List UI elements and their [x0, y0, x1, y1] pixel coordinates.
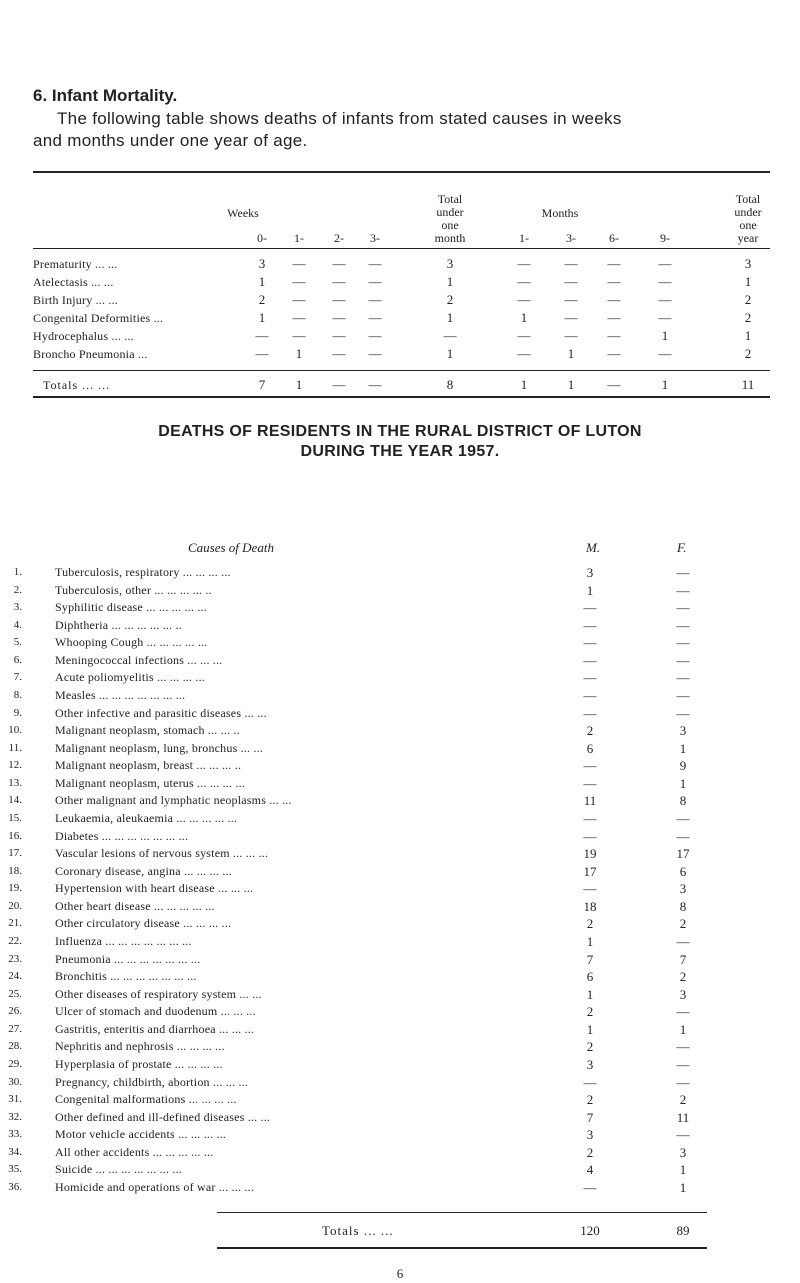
cause-m-value: 2 — [586, 1145, 594, 1160]
cause-f-value: — — [676, 1004, 690, 1019]
cause-name: Influenza ... ... ... ... ... ... ... — [55, 934, 192, 948]
cause-m-value: 1 — [586, 583, 594, 598]
table-cell: — — [368, 292, 382, 307]
cause-number: 11. — [8, 742, 22, 754]
cause-name: Tuberculosis, other ... ... ... ... .. — [55, 583, 212, 597]
intro-line-2: and months under one year of age. — [33, 131, 308, 150]
cause-m-value: 1 — [586, 987, 594, 1002]
cause-name: Homicide and operations of war ... ... ... — [55, 1180, 255, 1194]
f-header: F. — [677, 540, 687, 555]
deaths-title-line-1: DEATHS OF RESIDENTS IN THE RURAL DISTRICT OF LUTON — [158, 423, 642, 440]
cause-m-value: — — [583, 670, 597, 685]
months-group-header: Months — [541, 206, 579, 220]
table-cell: — — [332, 274, 346, 289]
table-cell: — — [332, 328, 346, 343]
table-cell: — — [564, 292, 578, 307]
cause-name: Other defined and ill-defined diseases ... ... — [55, 1110, 271, 1124]
section-heading: 6. Infant Mortality. — [33, 86, 178, 105]
cause-number: 19. — [8, 882, 22, 894]
totals-cell: 1 — [295, 377, 303, 392]
deaths-totals-rule-bottom — [217, 1247, 707, 1249]
cause-m-value: 2 — [586, 1039, 594, 1054]
cause-number: 12. — [8, 759, 22, 771]
column-header: 2- — [334, 231, 344, 245]
table-cell: 1 — [744, 328, 752, 343]
table-cell: — — [332, 256, 346, 271]
table-cell: — — [368, 256, 382, 271]
table-cell: 1 — [661, 328, 669, 343]
cause-m-value: 7 — [586, 1110, 594, 1125]
cause-m-value: — — [583, 688, 597, 703]
table-cell: 2 — [258, 292, 266, 307]
column-header: 0- — [257, 231, 267, 245]
cause-number: 1. — [13, 566, 22, 578]
cause-f-value: — — [676, 1057, 690, 1072]
cause-name: Measles ... ... ... ... ... ... ... — [55, 688, 186, 702]
totals-label: Totals ... ... — [43, 378, 111, 392]
cause-f-value: 1 — [679, 776, 687, 791]
cause-name: Acute poliomyelitis ... ... ... ... — [55, 670, 205, 684]
cause-number: 31. — [8, 1093, 22, 1105]
cause-name: Gastritis, enteritis and diarrhoea ... ... ... — [55, 1022, 255, 1036]
cause-f-value: 3 — [679, 1145, 687, 1160]
cause-f-value: 2 — [679, 969, 687, 984]
cause-number: 18. — [8, 865, 22, 877]
cause-f-value: — — [676, 653, 690, 668]
cause-f-value: 8 — [679, 793, 687, 808]
row-label: Hydrocephalus ... ... — [33, 329, 134, 343]
deaths-totals-m: 120 — [580, 1223, 600, 1238]
cause-number: 34. — [8, 1146, 22, 1158]
cause-m-value: 2 — [586, 1092, 594, 1107]
m-header: M. — [586, 540, 601, 555]
row-label: Prematurity ... ... — [33, 257, 118, 271]
cause-name: Malignant neoplasm, lung, bronchus ... ... — [55, 741, 264, 755]
cause-name: Diabetes ... ... ... ... ... ... ... — [55, 829, 189, 843]
cause-number: 17. — [8, 847, 22, 859]
table-cell: — — [292, 292, 306, 307]
table-cell: — — [564, 328, 578, 343]
cause-m-value: 7 — [586, 952, 594, 967]
cause-m-value: — — [583, 758, 597, 773]
cause-f-value: — — [676, 706, 690, 721]
deaths-totals-f: 89 — [676, 1223, 690, 1238]
row-label: Atelectasis ... ... — [33, 275, 114, 289]
intro-line-1: The following table shows deaths of infants from stated causes in weeks — [57, 109, 622, 128]
table-cell: 1 — [520, 310, 528, 325]
cause-name: Malignant neoplasm, stomach ... ... .. — [55, 723, 240, 737]
table-cell: — — [658, 310, 672, 325]
cause-number: 8. — [13, 689, 22, 701]
table-cell: 2 — [744, 292, 752, 307]
table-cell: — — [658, 256, 672, 271]
cause-number: 5. — [13, 636, 22, 648]
cause-number: 32. — [8, 1111, 22, 1123]
cause-name: Syphilitic disease ... ... ... ... ... — [55, 600, 207, 614]
table-cell: — — [658, 274, 672, 289]
table-cell: — — [607, 328, 621, 343]
totals-cell: 1 — [567, 377, 575, 392]
totals-cell: — — [332, 377, 346, 392]
table-cell: — — [517, 292, 531, 307]
column-header: 6- — [609, 231, 619, 245]
table-cell: 2 — [744, 310, 752, 325]
cause-m-value: — — [583, 706, 597, 721]
header-rule — [33, 248, 770, 249]
totals-cell: — — [607, 377, 621, 392]
cause-m-value: 18 — [583, 899, 597, 914]
table-cell: — — [368, 346, 382, 361]
cause-f-value: 1 — [679, 1022, 687, 1037]
table-cell: 1 — [446, 310, 454, 325]
row-label: Birth Injury ... ... — [33, 293, 118, 307]
cause-m-value: 1 — [586, 934, 594, 949]
cause-f-value: — — [676, 829, 690, 844]
cause-f-value: — — [676, 600, 690, 615]
table-cell: 3 — [446, 256, 454, 271]
cause-number: 24. — [8, 970, 22, 982]
cause-number: 33. — [8, 1128, 22, 1140]
cause-name: Whooping Cough ... ... ... ... ... — [55, 635, 208, 649]
cause-number: 28. — [8, 1040, 22, 1052]
cause-m-value: 1 — [586, 1022, 594, 1037]
cause-number: 15. — [8, 812, 22, 824]
cause-number: 10. — [8, 724, 22, 736]
table-cell: — — [607, 346, 621, 361]
cause-m-value: — — [583, 618, 597, 633]
cause-f-value: 8 — [679, 899, 687, 914]
table-top-rule — [33, 171, 770, 173]
cause-m-value: 17 — [583, 864, 597, 879]
row-label: Broncho Pneumonia ... — [33, 347, 148, 361]
page-number: 6 — [396, 1266, 404, 1281]
cause-f-value: — — [676, 934, 690, 949]
table-cell: 2 — [446, 292, 454, 307]
cause-name: Ulcer of stomach and duodenum ... ... ... — [55, 1004, 256, 1018]
cause-f-value: — — [676, 583, 690, 598]
deaths-totals-rule-top — [217, 1212, 707, 1213]
column-header: 1- — [294, 231, 304, 245]
table-cell: — — [255, 328, 269, 343]
totals-cell: — — [368, 377, 382, 392]
cause-name: Motor vehicle accidents ... ... ... ... — [55, 1127, 227, 1141]
table-cell: — — [292, 256, 306, 271]
cause-number: 36. — [8, 1181, 22, 1193]
cause-f-value: 1 — [679, 741, 687, 756]
table-cell: — — [292, 328, 306, 343]
cause-number: 22. — [8, 935, 22, 947]
cause-m-value: 3 — [586, 1127, 594, 1142]
cause-number: 16. — [8, 830, 22, 842]
table-cell: 1 — [258, 274, 266, 289]
cause-name: Other malignant and lymphatic neoplasms ... ... — [55, 793, 292, 807]
cause-m-value: — — [583, 881, 597, 896]
cause-f-value: — — [676, 811, 690, 826]
table-cell: — — [517, 346, 531, 361]
cause-name: Coronary disease, angina ... ... ... ... — [55, 864, 232, 878]
cause-f-value: 17 — [676, 846, 690, 861]
cause-f-value: — — [676, 1039, 690, 1054]
cause-f-value: 1 — [679, 1162, 687, 1177]
table-cell: 1 — [446, 346, 454, 361]
row-label: Congenital Deformities ... — [33, 311, 164, 325]
table-cell: — — [292, 274, 306, 289]
cause-name: Tuberculosis, respiratory ... ... ... ... — [55, 565, 231, 579]
cause-f-value: 2 — [679, 916, 687, 931]
column-header: 3- — [370, 231, 380, 245]
table-cell: — — [564, 310, 578, 325]
cause-m-value: 3 — [586, 1057, 594, 1072]
table-cell: — — [564, 274, 578, 289]
cause-name: Pregnancy, childbirth, abortion ... ... ... — [55, 1075, 249, 1089]
table-cell: 1 — [446, 274, 454, 289]
table-cell: — — [517, 274, 531, 289]
cause-number: 29. — [8, 1058, 22, 1070]
cause-number: 6. — [13, 654, 22, 666]
cause-number: 35. — [8, 1163, 22, 1175]
table-cell: — — [607, 256, 621, 271]
cause-m-value: — — [583, 811, 597, 826]
cause-m-value: 3 — [586, 565, 594, 580]
deaths-title-line-2: DURING THE YEAR 1957. — [300, 443, 500, 460]
totals-cell: 8 — [446, 377, 454, 392]
cause-m-value: 6 — [586, 969, 594, 984]
table-cell: 1 — [295, 346, 303, 361]
cause-number: 30. — [8, 1076, 22, 1088]
cause-f-value: — — [676, 1075, 690, 1090]
table-cell: — — [607, 310, 621, 325]
table-cell: — — [658, 346, 672, 361]
cause-number: 13. — [8, 777, 22, 789]
cause-f-value: — — [676, 670, 690, 685]
cause-name: Vascular lesions of nervous system ... ... ... — [55, 846, 269, 860]
cause-number: 21. — [8, 917, 22, 929]
table-bottom-rule — [33, 396, 770, 398]
cause-number: 20. — [8, 900, 22, 912]
cause-name: Pneumonia ... ... ... ... ... ... ... — [55, 952, 201, 966]
cause-name: Hypertension with heart disease ... ... ... — [55, 881, 254, 895]
cause-number: 23. — [8, 953, 22, 965]
cause-name: Malignant neoplasm, uterus ... ... ... ... — [55, 776, 246, 790]
table-cell: — — [368, 310, 382, 325]
cause-m-value: — — [583, 600, 597, 615]
cause-number: 7. — [13, 671, 22, 683]
cause-f-value: 3 — [679, 987, 687, 1002]
cause-name: Malignant neoplasm, breast ... ... ... .. — [55, 758, 242, 772]
cause-f-value: 9 — [679, 758, 687, 773]
cause-m-value: 19 — [583, 846, 597, 861]
cause-f-value: 7 — [679, 952, 687, 967]
cause-m-value: — — [583, 1180, 597, 1195]
table-cell: — — [607, 274, 621, 289]
cause-name: Other circulatory disease ... ... ... ... — [55, 916, 232, 930]
cause-f-value: 11 — [676, 1110, 690, 1125]
totals-cell: 1 — [520, 377, 528, 392]
cause-name: All other accidents ... ... ... ... ... — [55, 1145, 214, 1159]
table-cell: 1 — [258, 310, 266, 325]
totals-cell: 1 — [661, 377, 669, 392]
table-cell: 1 — [567, 346, 575, 361]
total-month-header: Total under one month — [434, 192, 466, 245]
cause-number: 25. — [8, 988, 22, 1000]
cause-m-value: 2 — [586, 723, 594, 738]
column-header: 9- — [660, 231, 670, 245]
cause-m-value: 11 — [583, 793, 597, 808]
table-cell: — — [564, 256, 578, 271]
cause-m-value: — — [583, 776, 597, 791]
cause-m-value: — — [583, 653, 597, 668]
table-cell: — — [368, 328, 382, 343]
cause-number: 2. — [13, 584, 22, 596]
cause-number: 3. — [13, 601, 22, 613]
table-cell: — — [517, 328, 531, 343]
cause-name: Leukaemia, aleukaemia ... ... ... ... ... — [55, 811, 238, 825]
table-cell: 2 — [744, 346, 752, 361]
cause-f-value: — — [676, 635, 690, 650]
cause-number: 4. — [13, 619, 22, 631]
table-cell: 3 — [258, 256, 266, 271]
table-cell: — — [332, 346, 346, 361]
table-cell: — — [443, 328, 457, 343]
cause-m-value: 2 — [586, 916, 594, 931]
column-header: 1- — [519, 231, 529, 245]
table-cell: 1 — [744, 274, 752, 289]
causes-header: Causes of Death — [188, 540, 274, 555]
cause-name: Other diseases of respiratory system ... ... — [55, 987, 262, 1001]
cause-name: Other heart disease ... ... ... ... ... — [55, 899, 215, 913]
cause-f-value: — — [676, 565, 690, 580]
cause-name: Congenital malformations ... ... ... ... — [55, 1092, 237, 1106]
cause-name: Nephritis and nephrosis ... ... ... ... — [55, 1039, 225, 1053]
totals-cell: 7 — [258, 377, 266, 392]
cause-number: 9. — [13, 707, 22, 719]
table-cell: — — [607, 292, 621, 307]
cause-name: Meningococcal infections ... ... ... — [55, 653, 223, 667]
cause-f-value: 1 — [679, 1180, 687, 1195]
cause-f-value: — — [676, 1127, 690, 1142]
column-header: 3- — [566, 231, 576, 245]
cause-name: Bronchitis ... ... ... ... ... ... ... — [55, 969, 197, 983]
deaths-totals-label: Totals ... ... — [322, 1223, 394, 1238]
table-cell: — — [368, 274, 382, 289]
cause-m-value: — — [583, 829, 597, 844]
cause-m-value: 2 — [586, 1004, 594, 1019]
totals-rule — [33, 370, 770, 371]
cause-name: Hyperplasia of prostate ... ... ... ... — [55, 1057, 223, 1071]
cause-name: Suicide ... ... ... ... ... ... ... — [55, 1162, 182, 1176]
table-cell: — — [292, 310, 306, 325]
cause-number: 14. — [8, 794, 22, 806]
table-cell: — — [658, 292, 672, 307]
totals-cell: 11 — [741, 377, 755, 392]
cause-m-value: — — [583, 635, 597, 650]
cause-number: 26. — [8, 1005, 22, 1017]
cause-m-value: — — [583, 1075, 597, 1090]
table-cell: — — [517, 256, 531, 271]
table-cell: 3 — [744, 256, 752, 271]
table-cell: — — [332, 292, 346, 307]
cause-f-value: 6 — [679, 864, 687, 879]
cause-name: Other infective and parasitic diseases ... ... — [55, 706, 267, 720]
weeks-group-header: Weeks — [227, 206, 259, 220]
cause-f-value: 3 — [679, 723, 687, 738]
cause-f-value: 3 — [679, 881, 687, 896]
cause-m-value: 6 — [586, 741, 594, 756]
cause-m-value: 4 — [586, 1162, 594, 1177]
table-cell: — — [255, 346, 269, 361]
cause-f-value: — — [676, 618, 690, 633]
table-cell: — — [332, 310, 346, 325]
cause-f-value: 2 — [679, 1092, 687, 1107]
cause-number: 27. — [8, 1023, 22, 1035]
total-year-header: Total under one year — [734, 192, 762, 245]
cause-name: Diphtheria ... ... ... ... ... .. — [55, 618, 182, 632]
cause-f-value: — — [676, 688, 690, 703]
